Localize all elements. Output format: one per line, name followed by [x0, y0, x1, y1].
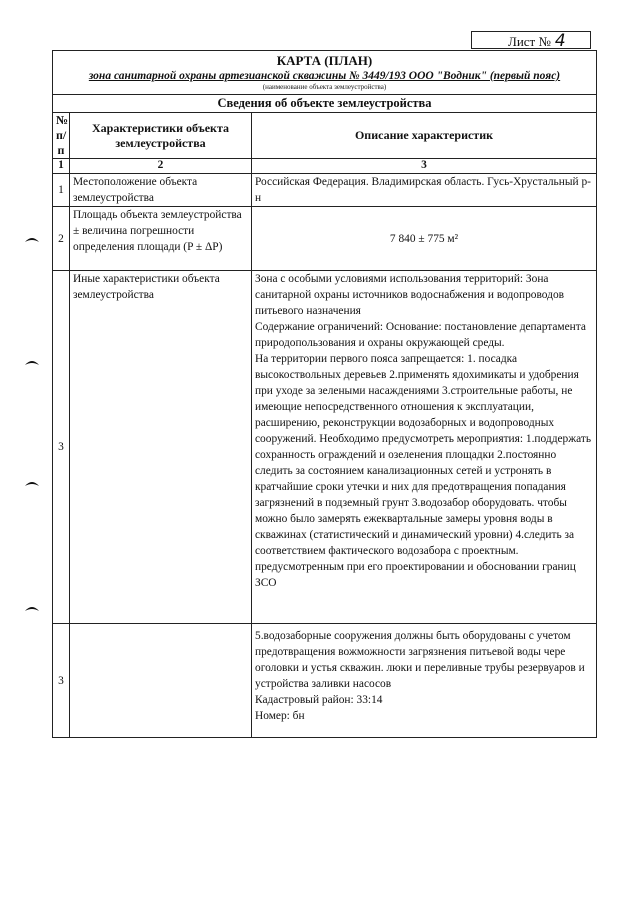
col-header-characteristics: Характеристики объекта землеустройства: [70, 113, 252, 159]
map-title-block: [53, 51, 597, 95]
col-index-2: 2: [70, 159, 252, 174]
col-index-3: 3: [252, 159, 597, 174]
row-characteristic: [70, 624, 252, 738]
row-number: 3: [53, 271, 70, 624]
row-description: Российская Федерация. Владимирская область. Гусь-Хрустальный р-н: [252, 174, 597, 207]
table-row: [53, 624, 597, 738]
row-description: 5.водозаборные сооружения должны быть оборудованы с учетом предотвращения вожможности загрязнения питьевой воды чере оголовки и устья скважин. люки и переливные трубы резервуаров и устройства заливки насосов Кадастровый район: 33:14 Номер: бн: [252, 624, 597, 738]
punch-hole-mark: [24, 479, 40, 487]
row-characteristic: Местоположение объекта землеустройства: [70, 174, 252, 207]
sheet-label: Лист №: [508, 34, 551, 49]
map-title: КАРТА (ПЛАН): [276, 53, 373, 68]
col-header-description: Описание характеристик: [252, 113, 597, 159]
punch-hole-mark: [24, 358, 40, 366]
land-object-table: [52, 50, 597, 738]
section-heading: Сведения об объекте землеустройства: [53, 95, 597, 113]
row-number: 1: [53, 174, 70, 207]
table-row: [53, 271, 597, 624]
col-header-num: № п/п: [53, 113, 70, 159]
col-index-1: 1: [53, 159, 70, 174]
row-characteristic: Иные характеристики объекта землеустройства: [70, 271, 252, 624]
row-number: 2: [53, 207, 70, 271]
row-description: 7 840 ± 775 м²: [252, 207, 597, 271]
sheet-number: 4: [554, 31, 566, 51]
row-characteristic: Площадь объекта землеустройства ± величина погрешности определения площади (P ± ΔP): [70, 207, 252, 271]
sheet-number-box: [471, 31, 591, 49]
object-name-caption: (наименование объекта землеустройства): [262, 83, 387, 91]
object-name: зона санитарной охраны артезианской скважины № 3449/193 ООО "Водник" (первый пояс): [88, 70, 561, 82]
row-description: Зона с особыми условиями использования территорий: Зона санитарной охраны источников водоснабжения и водопроводов питьевого назначения Содержание ограничений: Основание: постановление департамента природопользования и охраны окружающей среды. На территории первого пояса запрещается: 1. посадка высокоствольных деревьев 2.применять ядохимикаты и удобрения при уходе за зелеными насаждениями 3.строительные работы, не имеющие непосредственного отношения к эксплуатации, расширению, реконструкции водозаборных и водопроводных сооружений. Необходимо предусмотреть мероприятия: 1.поддержать сохранность ограждений и озеленения площадки 2.постоянно следить за состоянием канализационных сетей и устронять в кратчайшие сроки утечки и них для предотвращения попадания загрязнений в подземный грунт 3.водозабор оборудовать. чтобы можно было замерять ежеквартальные замеры уровня воды в скважинах (статистический и динамический уровни) 4.следить за соответствием фактического водозабора с проектным. предусмотренным при его проектировании и обосновании границ ЗСО: [252, 271, 597, 624]
punch-hole-mark: [24, 235, 40, 243]
punch-hole-mark: [24, 604, 40, 612]
table-row: [53, 207, 597, 271]
row-number: 3: [53, 624, 70, 738]
table-row: [53, 174, 597, 207]
